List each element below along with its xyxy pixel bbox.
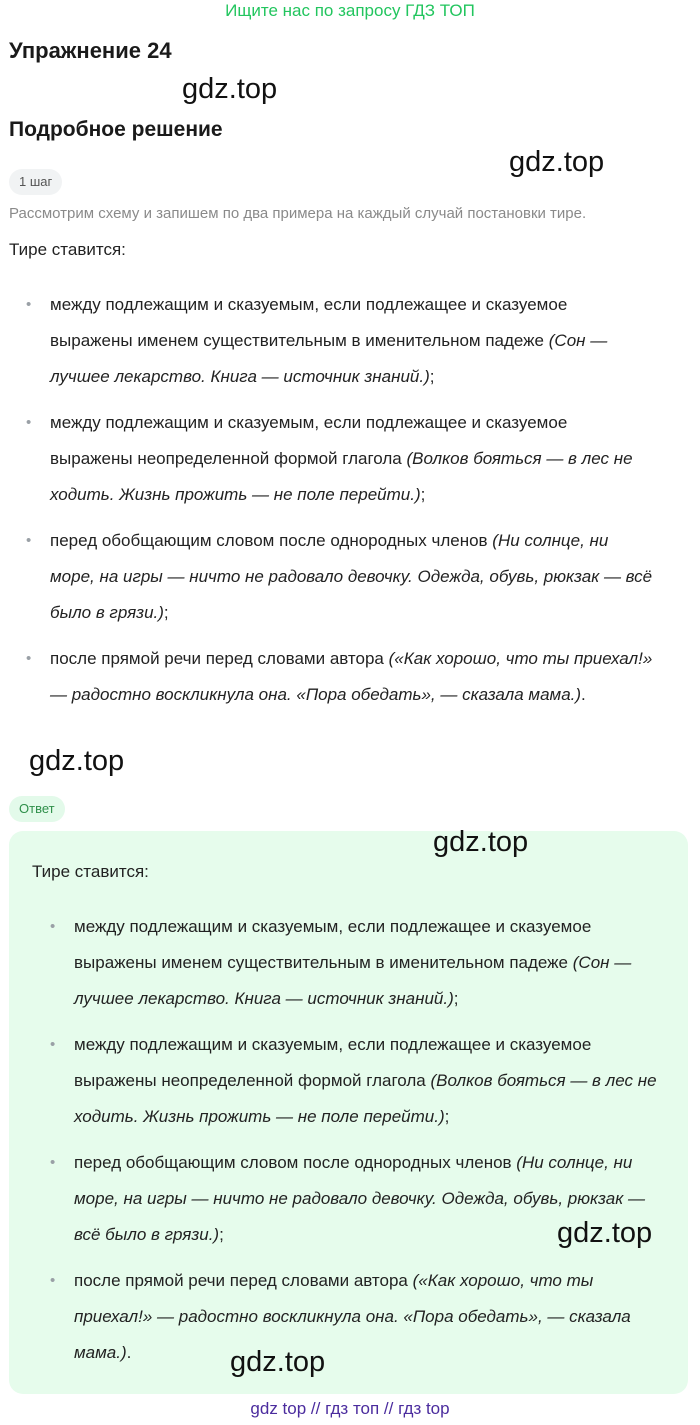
watermark: gdz.top xyxy=(230,1346,326,1378)
answer-badge: Ответ xyxy=(9,796,65,822)
footer-links: gdz top // гдз топ // гдз top xyxy=(250,1399,450,1418)
item-example: (Ни солнце, ни море, на игры — ничто не радовало девочку. Одежда, обувь, рюкзак — всё было в грязи.) xyxy=(74,1153,645,1244)
watermark: gdz.top xyxy=(509,146,605,178)
item-example: (Сон — лучшее лекарство. Книга — источник знаний.) xyxy=(74,953,632,1008)
item-example: (Волков бояться — в лес не ходить. Жизнь прожить — не поле перейти.) xyxy=(50,449,633,504)
list-item xyxy=(9,287,654,395)
item-text: перед обобщающим словом после однородных членов xyxy=(50,531,493,550)
item-end: ; xyxy=(219,1225,224,1244)
item-example: («Как хорошо, что ты приехал!» — радостно воскликнула она. «Пора обедать», — сказала мама.) xyxy=(50,649,653,704)
page-title: Упражнение 24 xyxy=(9,38,172,63)
intro-text: Рассмотрим схему и запишем по два примера на каждый случай постановки тире. xyxy=(9,205,587,222)
item-example: (Волков бояться — в лес не ходить. Жизнь прожить — не поле перейти.) xyxy=(74,1071,657,1126)
list-item xyxy=(9,405,654,513)
item-text: между подлежащим и сказуемым, если подлежащее и сказуемое выражены именем существительным в именительном падеже xyxy=(74,917,592,972)
item-text: между подлежащим и сказуемым, если подлежащее и сказуемое выражены именем существительным в именительном падеже xyxy=(50,295,568,350)
search-banner: Ищите нас по запросу ГДЗ ТОП xyxy=(225,1,475,20)
list-item xyxy=(33,1263,669,1371)
watermark: gdz.top xyxy=(29,745,125,777)
item-example: (Сон — лучшее лекарство. Книга — источник знаний.) xyxy=(50,331,608,386)
list-item xyxy=(33,909,669,1017)
item-text: между подлежащим и сказуемым, если подлежащее и сказуемое выражены неопределенной формой глагола xyxy=(74,1035,592,1090)
answer-list xyxy=(33,909,669,1381)
watermark: gdz.top xyxy=(182,73,278,105)
item-example: (Ни солнце, ни море, на игры — ничто не радовало девочку. Одежда, обувь, рюкзак — всё было в грязи.) xyxy=(50,531,653,622)
solution-lead: Тире ставится: xyxy=(9,240,126,259)
answer-lead: Тире ставится: xyxy=(32,862,149,881)
item-text: перед обобщающим словом после однородных членов xyxy=(74,1153,517,1172)
item-text: между подлежащим и сказуемым, если подлежащее и сказуемое выражены неопределенной формой глагола xyxy=(50,413,568,468)
watermark: gdz.top xyxy=(557,1217,653,1249)
item-end: ; xyxy=(420,485,426,504)
item-end: ; xyxy=(453,989,459,1008)
watermark: gdz.top xyxy=(433,826,529,858)
list-item xyxy=(33,1027,669,1135)
step-badge: 1 шаг xyxy=(9,169,62,195)
item-text: после прямой речи перед словами автора xyxy=(50,649,389,668)
solution-list xyxy=(9,287,654,723)
solution-heading: Подробное решение xyxy=(9,118,223,141)
item-end: ; xyxy=(429,367,435,386)
item-end: ; xyxy=(163,603,169,622)
list-item xyxy=(9,641,654,713)
item-end: . xyxy=(581,685,586,704)
item-end: . xyxy=(126,1343,132,1362)
list-item xyxy=(9,523,654,631)
item-end: ; xyxy=(444,1107,450,1126)
item-text: после прямой речи перед словами автора xyxy=(74,1271,413,1290)
item-example: («Как хорошо, что ты приехал!» — радостно воскликнула она. «Пора обедать», — сказала мама.) xyxy=(74,1271,631,1362)
